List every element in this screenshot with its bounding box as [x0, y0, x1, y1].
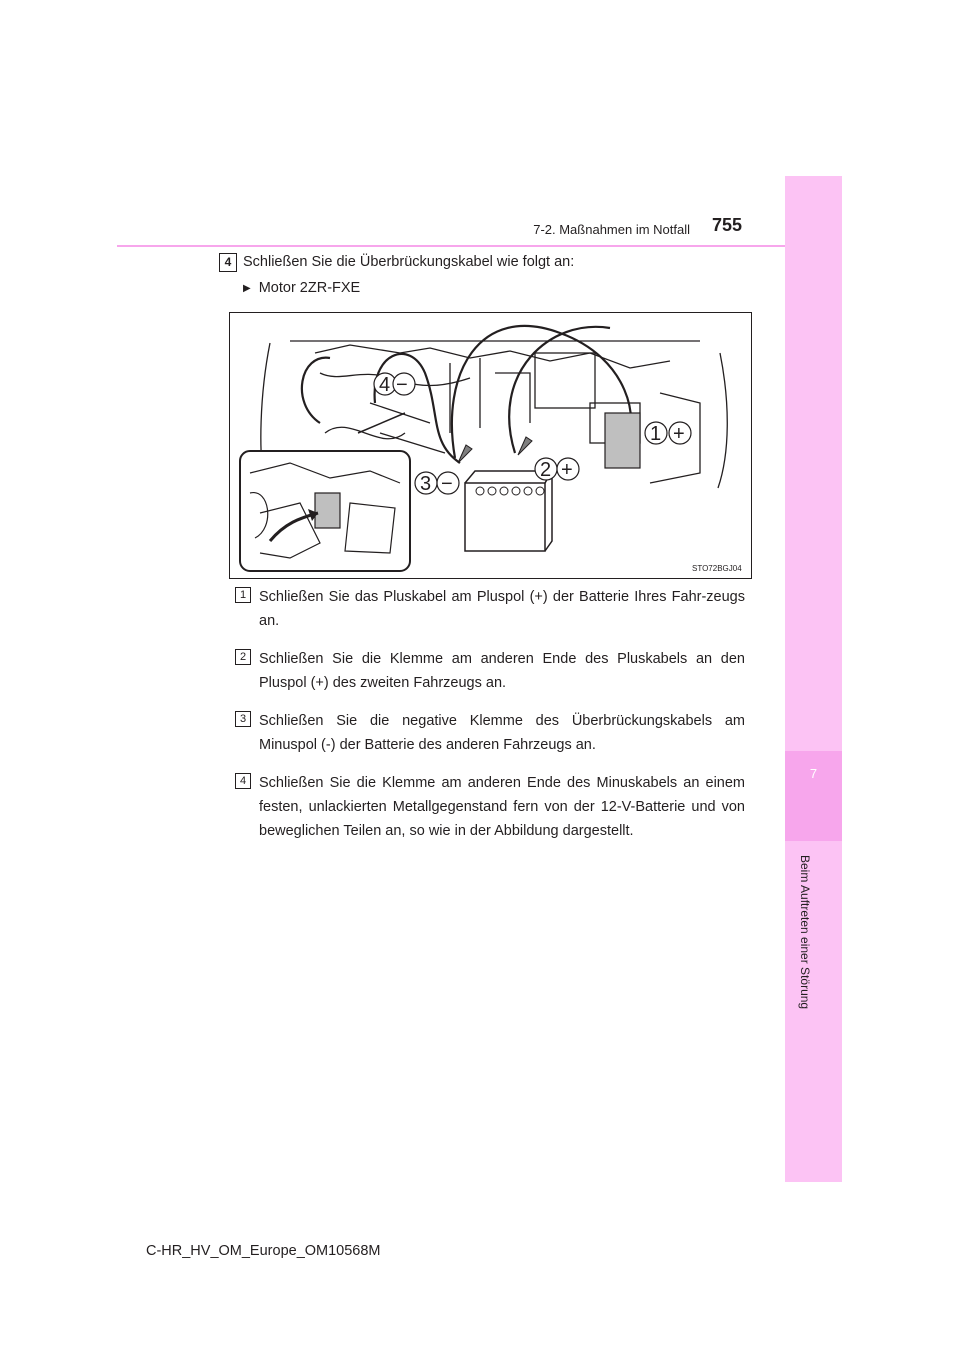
vehicle-battery	[605, 413, 640, 468]
callout-1-number: 1	[650, 423, 662, 445]
step-list	[235, 585, 745, 857]
step-marker: 3	[235, 711, 251, 727]
jump-start-illustration	[229, 312, 752, 579]
list-item	[235, 771, 745, 843]
step-text: Schließen Sie die Klemme am anderen Ende des Minuskabels an einem festen, unlackierten Metallgegenstand fern von der 12-V-Batterie und von beweglichen Teilen an, so wie in der Abbildung dargestellt.	[259, 775, 745, 839]
list-item	[235, 585, 745, 633]
step-text: Schließen Sie die Klemme am anderen Ende des Pluskabels an den Pluspol (+) des zweiten Fahrzeugs an.	[259, 651, 745, 691]
chapter-title: Beim Auftreten einer Störung	[798, 855, 812, 1010]
callout-2-sign: +	[561, 459, 573, 481]
step-marker: 2	[235, 649, 251, 665]
callout-3-sign: −	[441, 473, 453, 495]
step-text: Schließen Sie die negative Klemme des Überbrückungskabels am Minuspol (-) der Batterie des anderen Fahrzeugs an.	[259, 713, 745, 753]
callout-4-number: 4	[379, 374, 391, 396]
engine-variant-label	[243, 280, 360, 296]
engine-label: Motor 2ZR-FXE	[258, 280, 361, 296]
step-number-box: 4	[219, 253, 237, 272]
step-marker: 1	[235, 587, 251, 603]
list-item	[235, 709, 745, 757]
callout-2-number: 2	[540, 459, 552, 481]
page-number: 755	[712, 215, 743, 235]
triangle-bullet-icon: ▶	[243, 283, 251, 294]
document-id: C-HR_HV_OM_Europe_OM10568M	[146, 1243, 381, 1259]
section-title: 7-2. Maßnahmen im Notfall	[533, 222, 690, 237]
callout-1-sign: +	[673, 423, 685, 445]
step-marker: 4	[235, 773, 251, 789]
chapter-side-tab-marker	[785, 751, 842, 841]
figure-code: STO72BGJ04	[692, 564, 742, 573]
callout-4-sign: −	[396, 374, 408, 396]
chapter-title-vertical	[798, 855, 830, 1055]
list-item	[235, 647, 745, 695]
step-text: Schließen Sie das Pluskabel am Pluspol (+) der Batterie Ihres Fahr-zeugs an.	[259, 589, 745, 629]
step-intro-text: Schließen Sie die Überbrückungskabel wie folgt an:	[243, 254, 575, 270]
callout-3-number: 3	[420, 473, 432, 495]
engine-bay-drawing	[230, 313, 751, 578]
header-rule	[117, 245, 785, 247]
chapter-number: 7	[809, 766, 818, 781]
